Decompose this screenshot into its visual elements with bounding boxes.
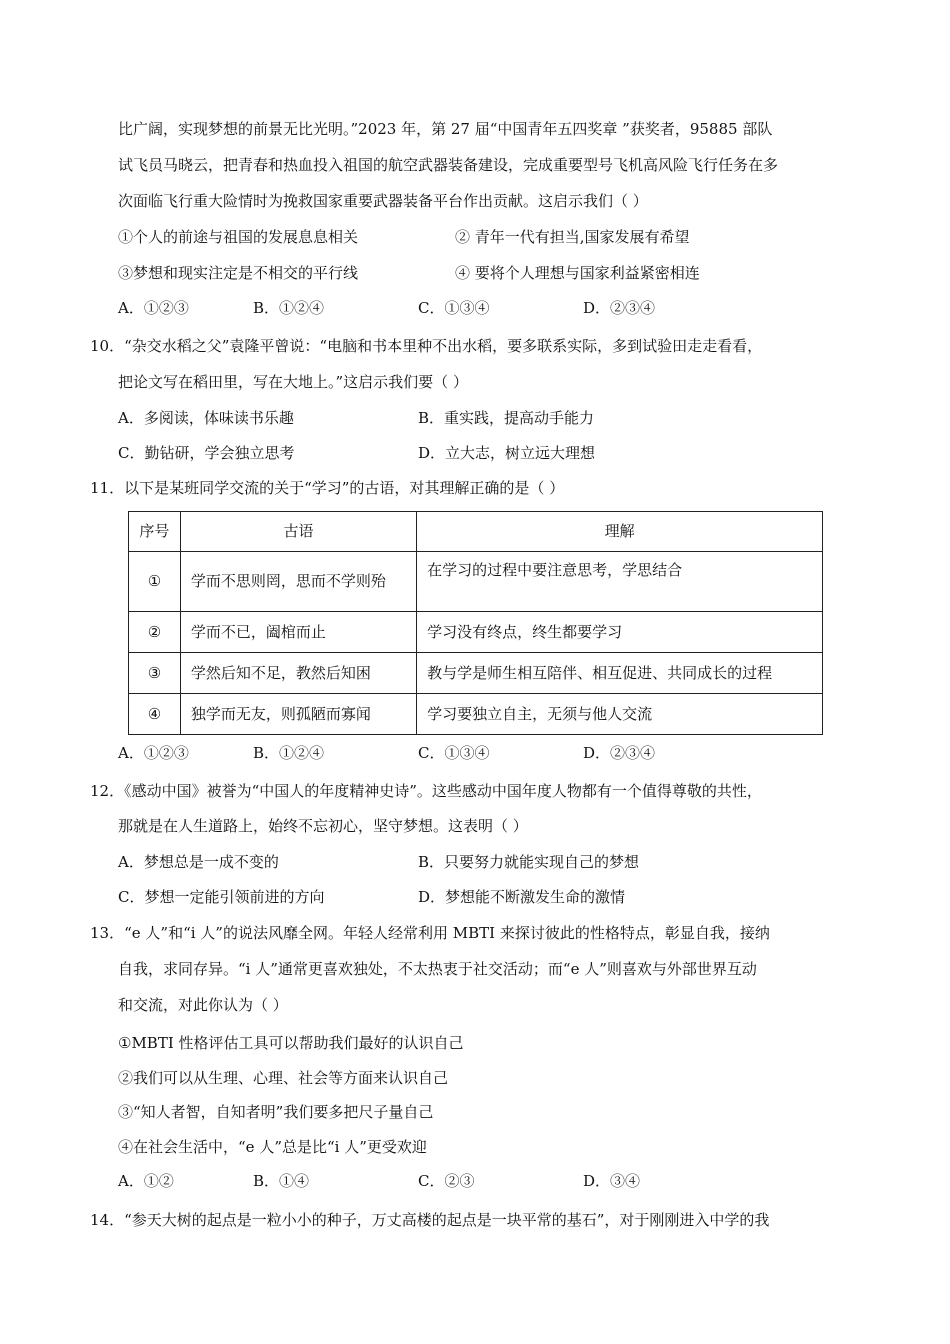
row-index: ② bbox=[129, 612, 181, 653]
table-row bbox=[129, 612, 823, 653]
q9-option-c: C．①③④ bbox=[418, 299, 490, 317]
q13-stem-line3: 和交流，对此你认为（ ） bbox=[118, 996, 288, 1014]
table-header-row bbox=[129, 512, 823, 552]
q13-stem-line2: 自我，求同存异。“i 人”通常更喜欢独处，不太热衷于社交活动；而“e 人”则喜欢与外部世界互动 bbox=[118, 960, 757, 978]
q10-stem-line2: 把论文写在稻田里，写在大地上。”这启示我们要（ ） bbox=[118, 373, 468, 391]
row-index: ③ bbox=[129, 653, 181, 694]
q12-option-b: B．只要努力就能实现自己的梦想 bbox=[418, 853, 640, 871]
q9-option-a: A．①②③ bbox=[118, 299, 189, 317]
header-quote: 古语 bbox=[180, 512, 416, 552]
row-meaning: 在学习的过程中要注意思考，学思结合 bbox=[417, 552, 823, 612]
row-meaning: 学习没有终点，终生都要学习 bbox=[417, 612, 823, 653]
q10-option-c: C．勤钻研，学会独立思考 bbox=[118, 444, 295, 462]
q13-stem-line1: 13．“e 人”和“i 人”的说法风靡全网。年轻人经常利用 MBTI 来探讨彼此的性格特点，彰显自我，接纳 bbox=[90, 924, 770, 942]
q13-statement-4: ④在社会生活中，“e 人”总是比“i 人”更受欢迎 bbox=[118, 1138, 427, 1156]
q9-option-b: B．①②④ bbox=[253, 299, 325, 317]
row-quote: 学而不已，阖棺而止 bbox=[180, 612, 416, 653]
q13-option-c: C．②③ bbox=[418, 1172, 475, 1190]
q13-statement-3: ③“知人者智，自知者明”我们要多把尺子量自己 bbox=[118, 1103, 434, 1121]
q14-stem-line1: 14．“参天大树的起点是一粒小小的种子，万丈高楼的起点是一块平常的基石”，对于刚刚进入中学的我 bbox=[90, 1211, 770, 1229]
q9-statement-2: ② 青年一代有担当,国家发展有希望 bbox=[455, 228, 690, 246]
q10-option-a: A．多阅读，体味读书乐趣 bbox=[118, 409, 294, 427]
q11-table bbox=[128, 511, 823, 735]
q9-stem-line2: 试飞员马晓云，把青春和热血投入祖国的航空武器装备建设，完成重要型号飞机高风险飞行任务在多 bbox=[118, 156, 779, 174]
q11-option-a: A．①②③ bbox=[118, 744, 189, 762]
row-index: ① bbox=[129, 552, 181, 612]
q12-option-a: A．梦想总是一成不变的 bbox=[118, 853, 279, 871]
row-quote: 学而不思则罔，思而不学则殆 bbox=[180, 552, 416, 612]
q12-stem-line1: 12．《感动中国》被誉为“中国人的年度精神史诗”。这些感动中国年度人物都有一个值得尊敬的共性， bbox=[90, 782, 762, 800]
q13-option-d: D．③④ bbox=[583, 1172, 641, 1190]
table-row bbox=[129, 653, 823, 694]
q10-option-d: D．立大志，树立远大理想 bbox=[418, 444, 596, 462]
q9-statement-1: ①个人的前途与祖国的发展息息相关 bbox=[118, 228, 359, 246]
q12-stem-line2: 那就是在人生道路上，始终不忘初心，坚守梦想。这表明（ ） bbox=[118, 817, 528, 835]
table-row bbox=[129, 694, 823, 735]
q9-statement-3: ③梦想和现实注定是不相交的平行线 bbox=[118, 264, 359, 282]
row-meaning: 学习要独立自主，无须与他人交流 bbox=[417, 694, 823, 735]
header-meaning: 理解 bbox=[417, 512, 823, 552]
q9-option-d: D．②③④ bbox=[583, 299, 656, 317]
header-index: 序号 bbox=[129, 512, 181, 552]
row-index: ④ bbox=[129, 694, 181, 735]
q13-statement-2: ②我们可以从生理、心理、社会等方面来认识自己 bbox=[118, 1069, 449, 1087]
q11-option-d: D．②③④ bbox=[583, 744, 656, 762]
q11-option-b: B．①②④ bbox=[253, 744, 325, 762]
q13-option-b: B．①④ bbox=[253, 1172, 310, 1190]
q13-option-a: A．①② bbox=[118, 1172, 174, 1190]
q10-option-b: B．重实践，提高动手能力 bbox=[418, 409, 595, 427]
q10-stem-line1: 10．“杂交水稻之父”袁隆平曾说：“电脑和书本里种不出水稻，要多联系实际，多到试验田走走看看， bbox=[90, 337, 763, 355]
row-meaning: 教与学是师生相互陪伴、相互促进、共同成长的过程 bbox=[417, 653, 823, 694]
row-quote: 独学而无友，则孤陋而寡闻 bbox=[180, 694, 416, 735]
q11-option-c: C．①③④ bbox=[418, 744, 490, 762]
q13-statement-1: ①MBTI 性格评估工具可以帮助我们最好的认识自己 bbox=[118, 1034, 464, 1052]
q11-stem: 11．以下是某班同学交流的关于“学习”的古语，对其理解正确的是（ ） bbox=[90, 479, 565, 497]
q9-statement-4: ④ 要将个人理想与国家利益紧密相连 bbox=[455, 264, 700, 282]
row-quote: 学然后知不足，教然后知困 bbox=[180, 653, 416, 694]
table-row bbox=[129, 552, 823, 612]
q9-stem-line3: 次面临飞行重大险情时为挽救国家重要武器装备平台作出贡献。这启示我们（ ） bbox=[118, 192, 648, 210]
q12-option-d: D．梦想能不断激发生命的激情 bbox=[418, 888, 626, 906]
q9-stem-line1: 比广阔，实现梦想的前景无比光明。”2023 年，第 27 届“中国青年五四奖章 ”获奖者，95885 部队 bbox=[118, 120, 773, 138]
q12-option-c: C．梦想一定能引领前进的方向 bbox=[118, 888, 325, 906]
